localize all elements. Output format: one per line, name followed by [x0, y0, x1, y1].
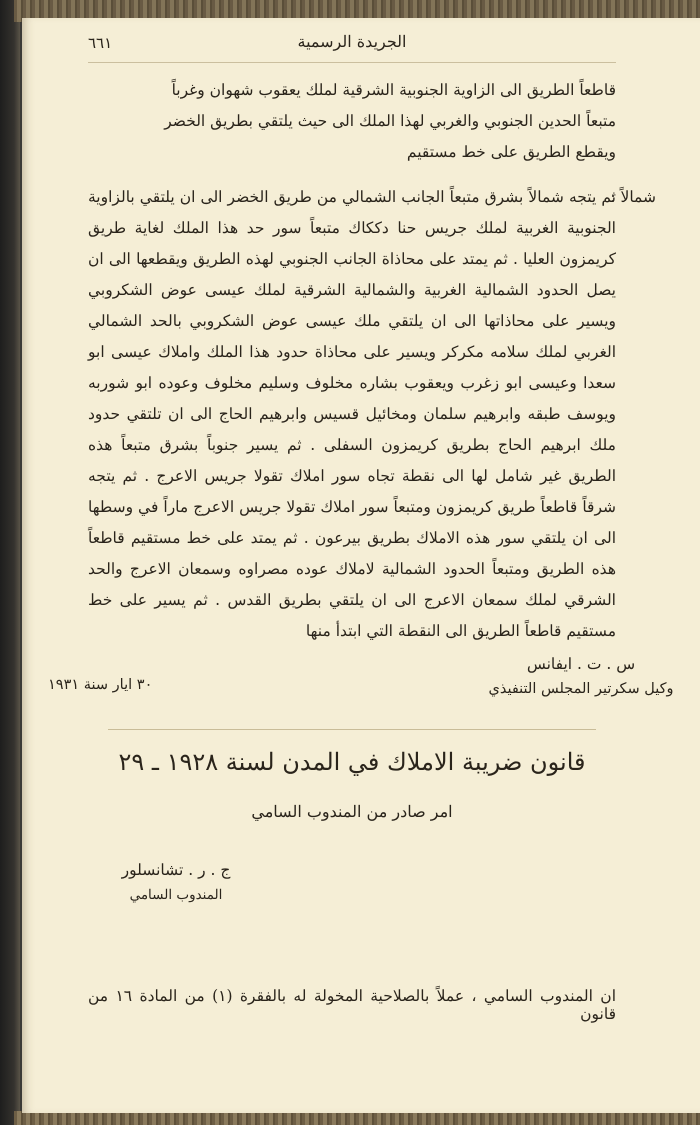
page-header: [88, 28, 616, 63]
gazette-title: الجريدة الرسمية: [297, 32, 407, 51]
signature-block: [48, 655, 674, 713]
order-subtitle: امر صادر من المندوب السامي: [251, 802, 453, 821]
signatory-name: س . ت . ايفانس: [526, 655, 636, 673]
page-content: [48, 28, 674, 903]
text-line: ويقطع الطريق على خط مستقيم: [406, 143, 616, 161]
high-commissioner-name: ج . ر . تشانسلور: [121, 861, 231, 879]
text-line: قاطعاً الطريق الى الزاوية الجنوبية الشرقية لملك يعقوب شهوان وغرباً: [171, 81, 616, 99]
page-number: ٦٦١: [88, 34, 113, 52]
book-binding: [0, 0, 20, 1125]
north-boundary-text: ثم يتجه شمالاً بشرق متبعاً الجانب الشمالي من طريق الخضر الى ان يلتقي بالزاوية الجنوبية الغربية لملك جريس حنا دككاك متبعاً سور حد هذا الملك لغاية طريق كريمزون العليا . ثم يمتد على محاذاة الجانب الجنوبي لهذه الطريق ويقطعها الى ان يصل الحدود الشمالية الغربية والشمالية الشرقية لملك عيسى عوض الشكروبي ويسير على محاذاتها الى ان يلتقي ملك عيسى عوض الشكروبي بالحد الشمالي الغربي لملك سلامه مكركر ويسير على محاذاة حدود هذا الملك واملاك عيسى ابو سعدا وعيسى ابو زغرب ويعقوب بشاره مخلوف وسليم مخلوف وعوده ابو شوربه ويوسف طبقه وابرهيم سلمان ومخائيل قسيس وابرهيم الحاج الى ان تلتقي حدود ملك ابرهيم الحاج بطريق كريمزون السفلى . ثم يسير جنوباً بشرق متبعاً هذه الطريق غير شامل لها الى نقطة تجاه سور املاك تقولا جريس الاعرج . ثم يتجه شرقاً قاطعاً طريق كريمزون ومتبعاً سور املاك تقولا جريس الاعرج ماراً في وسطها الى ان يلتقي سور هذه الاملاك بطريق بيرعون . ثم يمتد على خط مستقيم قاطعاً هذه الطريق ومتبعاً الحدود الشمالية لاملاك عوده مصراوه وسمعان الاعرج والحد الشرقي لملك سمعان الاعرج الى ان يلتقي بطريق القدس . ثم يسير على خط مستقيم قاطعاً الطريق الى النقطة التي ابتدأ منها: [88, 188, 616, 640]
north-boundary-section: [88, 182, 656, 647]
signature-date: ٣٠ ايار سنة ١٩٣١: [48, 677, 153, 693]
law-title: قانون ضريبة الاملاك في المدن لسنة ١٩٢٨ ـ ٢٩: [118, 748, 586, 776]
page-edges-bottom: [14, 1111, 700, 1125]
high-commissioner-title: المندوب السامي: [129, 887, 223, 903]
signatory-title: وكيل سكرتير المجلس التنفيذي: [488, 681, 674, 697]
boundary-paragraph-1: [88, 75, 616, 168]
law-preamble-line: ان المندوب السامي ، عملاً بالصلاحية المخولة له بالفقرة (١) من المادة ١٦ من قانون: [88, 987, 616, 1023]
north-label: شمالاً :: [610, 188, 656, 206]
high-commissioner-block: [116, 861, 236, 903]
text-line: متبعاً الحدين الجنوبي والغربي لهذا الملك الى حيث يلتقي بطريق الخضر: [164, 112, 616, 130]
section-divider: [108, 729, 596, 730]
